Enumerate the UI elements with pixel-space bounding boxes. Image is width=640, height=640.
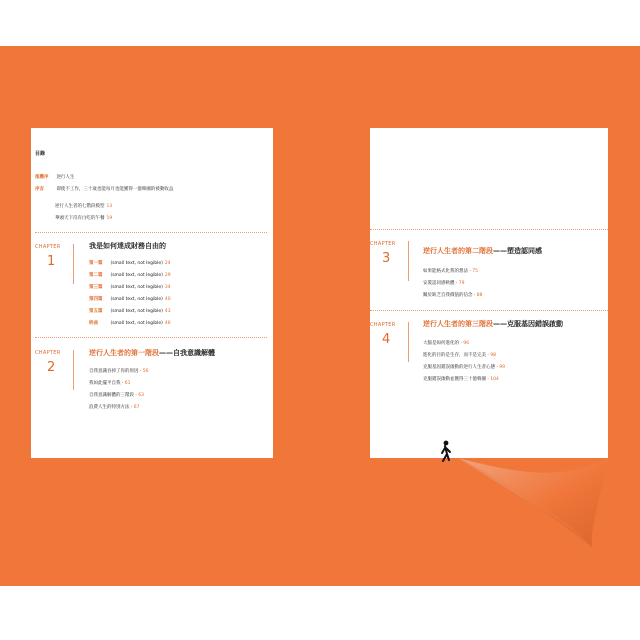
chapter-4-section: 克服錯誤啟動並獲得三十億韓圜 · 104 [423, 377, 499, 382]
chapter-number: 3 [382, 251, 391, 266]
section-text: 進化的目的是生存，而不是完美 [423, 353, 486, 358]
chapter-label: CHAPTER [370, 322, 396, 328]
toc-tag: 推薦序 [35, 175, 49, 180]
chapter-number: 4 [382, 332, 391, 347]
toc-title: 目錄 [35, 151, 46, 157]
chapter-1-title: 我是如何達成財務自由的 [89, 242, 166, 250]
section-page: 56 [142, 369, 149, 374]
chapter-2-section: 自我意識解體的三階段 · 63 [89, 393, 145, 398]
section-text: 克服基因錯誤啟動的逆行人生者心態 [423, 365, 495, 370]
chapter-2-section: 浪費人生的特別方法 · 67 [89, 405, 140, 410]
chapter-title-accent: 逆行人生者的第二階段 [423, 247, 493, 255]
chapter-title-rest: ——塑造認同感 [493, 247, 542, 255]
chapter-label: CHAPTER [370, 241, 396, 247]
section-text: 浪費人生的特別方法 [89, 405, 130, 410]
toc-page: 19 [106, 216, 113, 221]
section-text: (small text, not legible) [110, 297, 163, 302]
section-page: 46 [164, 321, 171, 326]
section-page: 75 [472, 269, 479, 274]
chapter-title-accent: 逆行人生者的第一階段 [89, 349, 159, 357]
section-text: (small text, not legible) [110, 321, 163, 326]
section-text: 大腦是如何進化的 [423, 341, 459, 346]
section-tag: 第五篇 [89, 309, 103, 314]
chapter-3-section: 安裝認同感軟體 · 79 [423, 281, 465, 286]
chapter-label: CHAPTER [35, 244, 61, 250]
toc-text: 逆行人生 [56, 175, 75, 180]
chapter-number: 2 [47, 360, 56, 375]
toc-text: 逆行人生者的七階段模型 [55, 204, 105, 209]
section-tag: 第一篇 [89, 261, 103, 266]
section-tag: 第二篇 [89, 273, 103, 278]
chapter-4-section: 進化的目的是生存，而不是完美 · 98 [423, 353, 497, 358]
toc-text: 即使不工作，三十歲也能每月也能獲得一億韓圜的被動收益 [56, 187, 174, 192]
chapter-title-accent: 逆行人生者的第三階段 [423, 320, 493, 328]
section-text: 克服錯誤啟動並獲得三十億韓圜 [423, 377, 486, 382]
section-page: 43 [164, 309, 171, 314]
section-text: 自我意識解體的三階段 [89, 393, 134, 398]
section-page: 67 [133, 405, 140, 410]
section-tag: 第三篇 [89, 285, 103, 290]
section-page: 34 [164, 285, 171, 290]
section-page: 24 [164, 261, 171, 266]
section-tag: 終曲 [89, 321, 98, 326]
section-text: 安裝認同感軟體 [423, 281, 455, 286]
section-page: 99 [499, 365, 506, 370]
section-text: 自我意識吞掉了你的原因 [89, 369, 139, 374]
section-text: 關於缺乏自我價值的信念 [423, 293, 473, 298]
section-page: 96 [463, 341, 470, 346]
section-text: 如果能格式化我的想法 [423, 269, 468, 274]
section-page: 88 [476, 293, 483, 298]
section-page: 98 [490, 353, 497, 358]
section-text: 我如此擺平自我 [89, 381, 121, 386]
chapter-number: 1 [47, 254, 56, 269]
section-text: (small text, not legible) [110, 261, 163, 266]
toc-tag: 序言 [35, 187, 44, 192]
section-page: 79 [458, 281, 465, 286]
chapter-3-section: 如果能格式化我的想法 · 75 [423, 269, 479, 274]
toc-text: 華頭天下沒有白吃的午餐 [55, 216, 105, 221]
chapter-4-section: 大腦是如何進化的 · 96 [423, 341, 470, 346]
chapter-2-section: 我如此擺平自我 · 61 [89, 381, 131, 386]
chapter-2-section: 自我意識吞掉了你的原因 · 56 [89, 369, 149, 374]
chapter-label: CHAPTER [35, 350, 61, 356]
section-page: 104 [490, 377, 499, 382]
chapter-title-rest: ——克服基因錯誤啟動 [493, 320, 563, 328]
chapter-title-rest: ——自我意識解體 [159, 349, 215, 357]
section-text: (small text, not legible) [110, 273, 163, 278]
section-text: (small text, not legible) [110, 309, 163, 314]
toc-page: 13 [106, 204, 113, 209]
section-tag: 第四篇 [89, 297, 103, 302]
section-page: 29 [164, 273, 171, 278]
section-text: (small text, not legible) [110, 285, 163, 290]
walking-person-icon [442, 441, 450, 461]
chapter-4-section: 克服基因錯誤啟動的逆行人生者心態 · 99 [423, 365, 506, 370]
chapter-3-section: 關於缺乏自我價值的信念 · 88 [423, 293, 483, 298]
section-page: 40 [164, 297, 171, 302]
section-page: 63 [138, 393, 145, 398]
section-page: 61 [124, 381, 131, 386]
